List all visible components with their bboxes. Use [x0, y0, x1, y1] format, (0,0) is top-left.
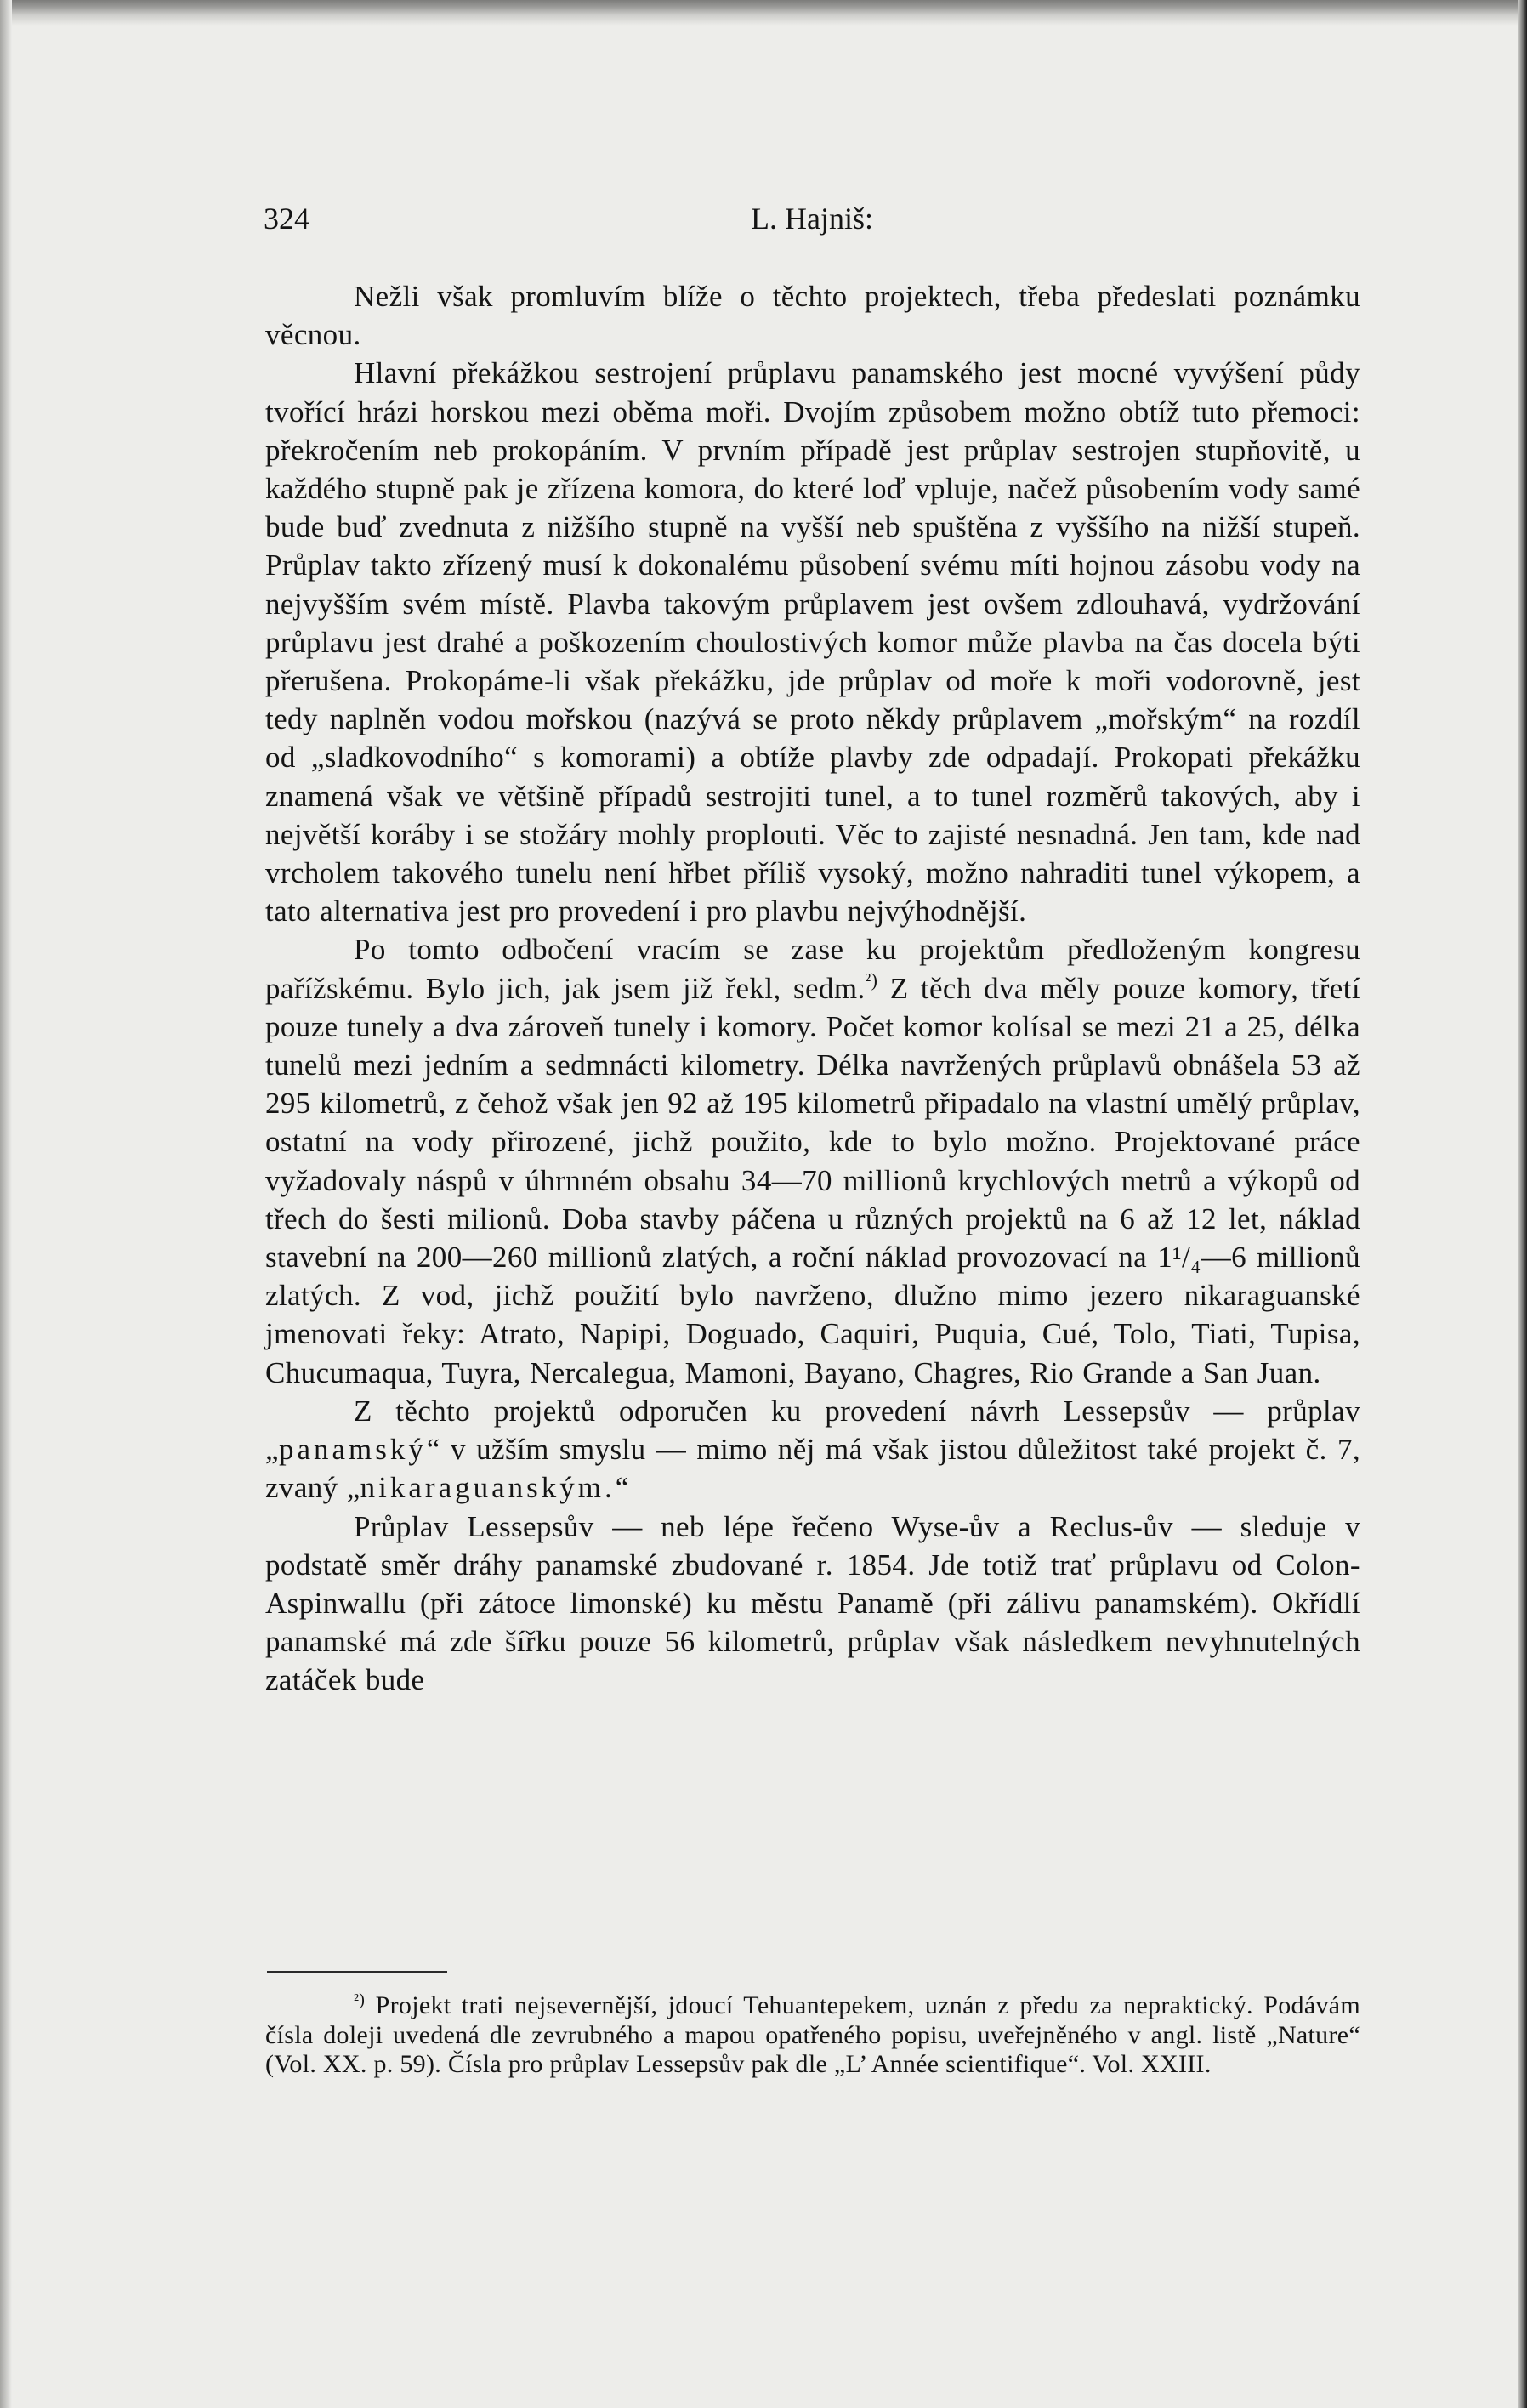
main-text — [265, 277, 1360, 1700]
scan-left-shadow — [0, 0, 12, 2408]
paragraph-3-part-b: Z těch dva měly pouze komory, třetí pouze tunely a dva zároveň tunely i komory. Počet komor kolísal se mezi 21 a 25, délka tunelů mezi jedním a sedmnácti kilometry. Délka navržených průplavů obnášela 53 až 295 kilometrů, z čehož však jen 92 až 195 kilometrů připadalo na vlastní umělý průplav, ostatní na vody přirozené, jichž použito, kde to bylo možno. Projektované práce vyžadovaly náspů v úhrnném obsahu 34—70 millionů krychlových metrů a výkopů od třech do šesti milionů. Doba stavby páčena u různých projektů na 6 až 12 let, náklad stavební na 200—260 millionů zlatých, a roční náklad provozovací na — [265, 971, 1360, 1275]
paragraph-4 — [265, 1392, 1360, 1508]
paragraph-4-part-b: “ v užším smyslu — mimo něj má však jistou důležitost také projekt č. 7, zvaný „ — [265, 1433, 1360, 1505]
paragraph-3-part-a: Po tomto odbočení vracím se zase ku projektům předloženým kongresu pařížskému. Bylo jich, jak jsem již řekl, sedm. — [265, 933, 1360, 1005]
footnote-divider — [267, 1971, 447, 1973]
paragraph-3 — [265, 930, 1360, 1391]
fraction-value: 1¹/₄ — [1157, 1241, 1201, 1275]
page-header — [264, 201, 1360, 243]
paragraph-2: Hlavní překážkou sestrojení průplavu panamského jest mocné vyvýšení půdy tvořící hrázi horskou mezi oběma moři. Dvojím způsobem možno obtíž tuto přemoci: překročením neb prokopáním. V prvním případě jest průplav sestrojen stupňovitě, u každého stupně pak je zřízena komora, do které loď vpluje, načež působením vody samé bude buď zvednuta z nižšího stupně na vyšší neb spuštěna z vyššího na nižší stupeň. Průplav takto zřízený musí k dokonalému působení svému míti hojnou zásobu vody na nejvyšším svém místě. Plavba takovým průplavem jest ovšem zdlouhavá, vydržování průplavu jest drahé a poškozením choulostivých komor může plavba na čas docela býti přerušena. Prokopáme-li však překážku, jde průplav od moře k moři vodorovně, jest tedy naplněn vodou mořskou (nazývá se proto někdy průplavem „mořským“ na rozdíl od „sladkovodního“ s komorami) a obtíže plavby zde odpadají. Prokopati překážku znamená však ve většině případů sestrojiti tunel, a to tunel rozměrů takových, aby i největší koráby i se stožáry mohly proplouti. Věc to zajisté nesnadná. Jen tam, kde nad vrcholem takového tunelu není hřbet příliš vysoký, možno nahraditi tunel výkopem, a tato alternativa jest pro provedení i pro plavbu nejvýhodnější. — [265, 356, 1360, 929]
paragraph-3-part-c: —6 millionů zlatých. Z vod, jichž použití bylo navrženo, dlužno mimo jezero nikaraguanské jmenovati řeky: Atrato, Napipi, Doguado, Caquiri, Puquia, Cué, Tolo, Tiati, Tupisa, Chucumaqua, Tuyra, Nercalegua, Mamoni, Bayano, Chagres, Rio Grande a San Juan. — [265, 1241, 1360, 1389]
running-title: L. Hajniš: — [751, 202, 873, 236]
spaced-term-panamsky: panamský — [278, 1433, 427, 1467]
paragraph-5: Průplav Lessepsův — neb lépe řečeno Wyse-ův a Reclus-ův — sleduje v podstatě směr dráhy panamské zbudované r. 1854. Jde totiž trať průplavu od Colon-Aspinwallu (při zátoce limonské) ku městu Panamě (při zálivu panamském). Okřídlí panamské má zde šířku pouze 56 kilometrů, průplav však následkem nevyhnutelných zatáček bude — [265, 1509, 1360, 1697]
footnote-reference: ²) — [865, 968, 878, 991]
paragraph-1: Nežli však promluvím blíže o těchto projektech, třeba předeslati poznámku věcnou. — [265, 280, 1360, 352]
footnote-2 — [265, 1991, 1360, 2080]
scan-right-edge — [1518, 0, 1527, 2408]
page-number: 324 — [264, 202, 309, 236]
footnote-mark: ²) — [354, 1991, 366, 2009]
paragraph-4-part-a: Z těchto projektů odporučen ku provedení návrh Lessepsův — průplav „ — [265, 1394, 1360, 1467]
spaced-term-nikaraguansky: nikaraguanským. — [360, 1471, 616, 1505]
scan-top-shadow — [0, 0, 1522, 26]
footnote-text: Projekt trati nejsevernější, jdoucí Tehuantepekem, uznán z předu za nepraktický. Podávám čísla doleji uvedená dle zevrubného a mapou opatřeného popisu, uveřejněného v angl. listě „Nature“ (Vol. XX. p. 59). Čísla pro průplav Lessepsův pak dle „L’ Année scientifique“. Vol. XXIII. — [265, 1991, 1360, 2078]
footnote-section — [265, 1991, 1360, 2080]
paragraph-4-part-c: “ — [615, 1471, 629, 1505]
